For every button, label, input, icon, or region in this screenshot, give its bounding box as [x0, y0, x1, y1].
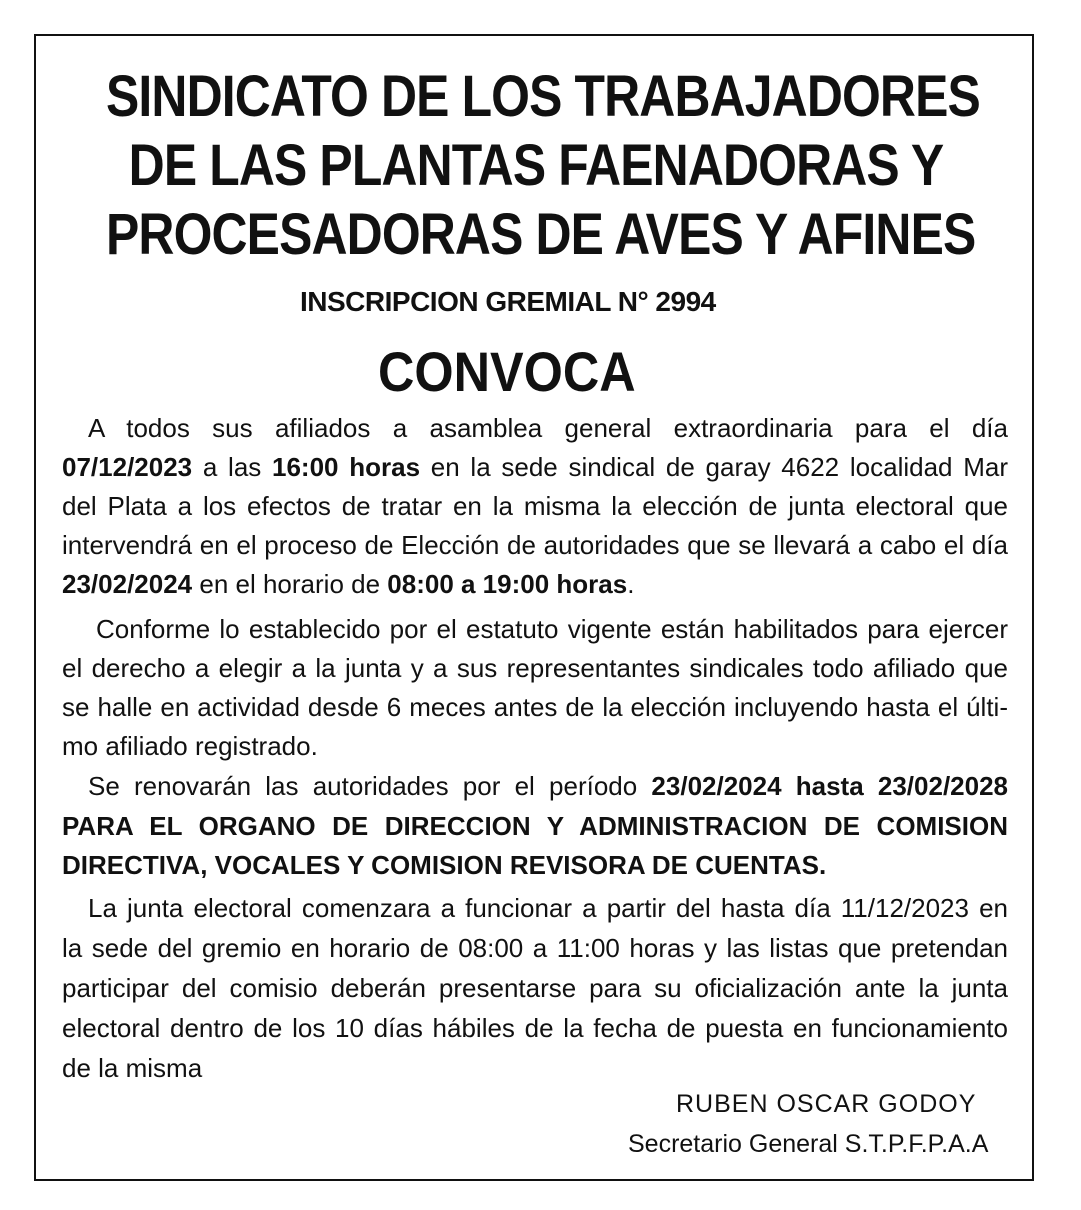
p1-line-1: A todos sus afiliados a asamblea general extraordinaria para el día [88, 413, 1008, 443]
p4-line-4: electoral dentro de los 10 días hábiles de la fecha de puesta en funcionamiento [62, 1013, 1008, 1043]
election-date: 23/02/2024 [62, 569, 193, 599]
signatory-role: Secretario General S.T.P.F.P.A.A [628, 1130, 989, 1158]
p1-line-4: intervendrá en el proceso de Elección de autoridades que se llevará a cabo el día [62, 530, 1008, 560]
inscripcion-gremial: INSCRIPCION GREMIAL N° 2994 [300, 286, 716, 317]
title-line-2: DE LAS PLANTAS FAENADORAS Y [128, 133, 944, 198]
p4-line-3: participar del comisio deberán presentarse para su oficialización ante la junta [62, 973, 1008, 1003]
p4-line-5: de la misma [62, 1053, 203, 1083]
term-period: 23/02/2024 hasta 23/02/2028 [651, 771, 1009, 801]
election-hours: 08:00 a 19:00 horas [387, 569, 628, 599]
p2-line-3: se halle en actividad desde 6 meces antes de la elección incluyendo hasta el últi- [62, 692, 1008, 722]
p1-line-2 [62, 449, 1008, 485]
p4-line-1: La junta electoral comenzara a funcionar a partir del hasta día 11/12/2023 en [88, 893, 1008, 923]
p1-line-5 [62, 566, 1008, 602]
title-line-1: SINDICATO DE LOS TRABAJADORES [106, 64, 980, 129]
p2-line-1: Conforme lo establecido por el estatuto vigente están habilitados para ejercer [96, 614, 1008, 644]
title-line-3: PROCESADORAS DE AVES Y AFINES [106, 202, 976, 267]
assembly-time: 16:00 horas [272, 452, 421, 482]
p1-line-5-a: en el horario de [192, 569, 388, 599]
p1-line-2-b: en la sede sindical de garay 4622 localidad Mar [420, 452, 1008, 482]
p3-line-2: PARA EL ORGANO DE DIRECCION Y ADMINISTRACION DE COMISION [62, 811, 1008, 841]
p3-line-1 [88, 768, 1008, 804]
p1-line-5-b: . [627, 569, 635, 599]
p3-line-1-a: Se renovarán las autoridades por el período [88, 771, 652, 801]
signatory-name: RUBEN OSCAR GODOY [676, 1090, 977, 1118]
p4-line-2: la sede del gremio en horario de 08:00 a 11:00 horas y las listas que pretendan [62, 933, 1008, 963]
p1-line-3: del Plata a los efectos de tratar en la misma la elección de junta electoral que [62, 491, 1008, 521]
assembly-date: 07/12/2023 [62, 452, 193, 482]
p2-line-2: el derecho a elegir a la junta y a sus representantes sindicales todo afiliado que [62, 653, 1008, 683]
p2-line-4: mo afiliado registrado. [62, 731, 318, 761]
p3-line-3: DIRECTIVA, VOCALES Y COMISION REVISORA DE CUENTAS. [62, 850, 827, 880]
p1-line-2-a: a las [192, 452, 273, 482]
convoca-heading: CONVOCA [378, 340, 636, 403]
